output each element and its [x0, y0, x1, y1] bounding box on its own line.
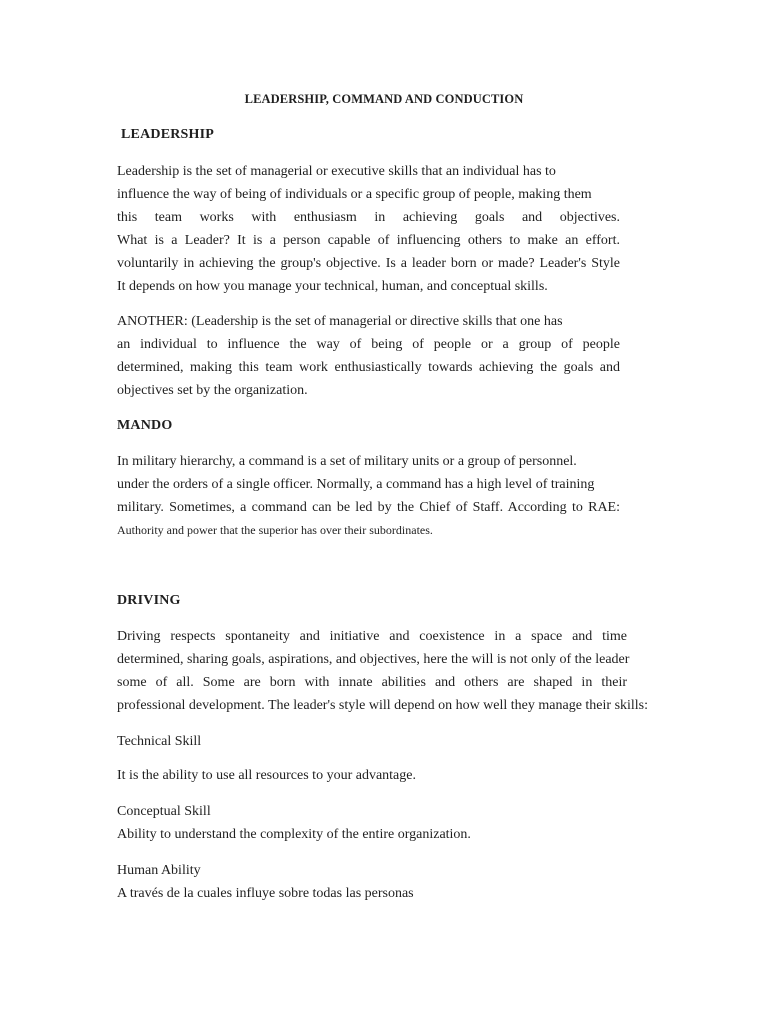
text-line: determined, making this team work enthusiastically towards achieving the goals and [117, 360, 620, 376]
text-line: military. Sometimes, a command can be led by the Chief of Staff. According to RAE: [117, 500, 620, 516]
conceptual-skill-text: Ability to understand the complexity of the entire organization. [117, 827, 471, 843]
technical-skill-text-block [117, 764, 620, 787]
text-line: some of all. Some are born with innate abilities and others are shaped in their [117, 675, 627, 691]
text-line: ANOTHER: (Leadership is the set of managerial or directive skills that one has [117, 314, 563, 329]
heading-leadership: LEADERSHIP [121, 127, 215, 142]
text-line: under the orders of a single officer. Normally, a command has a high level of training [117, 477, 595, 493]
text-line: determined, sharing goals, aspirations, and objectives, here the will is not only of the leader [117, 652, 630, 668]
text-line: Driving respects spontaneity and initiative and coexistence in a space and time [117, 629, 627, 644]
text-line: In military hierarchy, a command is a set of military units or a group of personnel. [117, 454, 577, 469]
paragraph-another [117, 310, 620, 402]
text-line: objectives set by the organization. [117, 383, 308, 399]
conceptual-skill-block [117, 800, 620, 846]
document-title: LEADERSHIP, COMMAND AND CONDUCTION [244, 92, 524, 106]
human-ability-text: A través de la cuales influye sobre todas las personas [117, 886, 414, 902]
heading-mando: MANDO [117, 418, 173, 433]
technical-skill-text: It is the ability to use all resources to your advantage. [117, 768, 416, 783]
human-ability-label: Human Ability [117, 863, 201, 878]
technical-skill-block [117, 730, 620, 753]
technical-skill-label: Technical Skill [117, 734, 202, 749]
text-line: an individual to influence the way of being of people or a group of people [117, 337, 620, 353]
text-line: this team works with enthusiasm in achieving goals and objectives. [117, 210, 620, 226]
paragraph-driving [117, 625, 649, 717]
text-line: voluntarily in achieving the group's objective. Is a leader born or made? Leader's Style [117, 256, 620, 272]
text-line: Authority and power that the superior has over their subordinates. [117, 523, 433, 538]
paragraph-leadership [117, 160, 620, 299]
text-line: What is a Leader? It is a person capable of influencing others to make an effort. [117, 233, 620, 249]
heading-driving: DRIVING [117, 593, 181, 608]
paragraph-mando [117, 450, 620, 542]
human-ability-block [117, 859, 620, 905]
text-line: Leadership is the set of managerial or executive skills that an individual has to [117, 164, 556, 179]
text-line: professional development. The leader's style will depend on how well they manage their skills: [117, 698, 649, 714]
conceptual-skill-label: Conceptual Skill [117, 804, 211, 819]
text-line: It depends on how you manage your technical, human, and conceptual skills. [117, 279, 548, 295]
text-line: influence the way of being of individuals or a specific group of people, making them [117, 187, 592, 203]
